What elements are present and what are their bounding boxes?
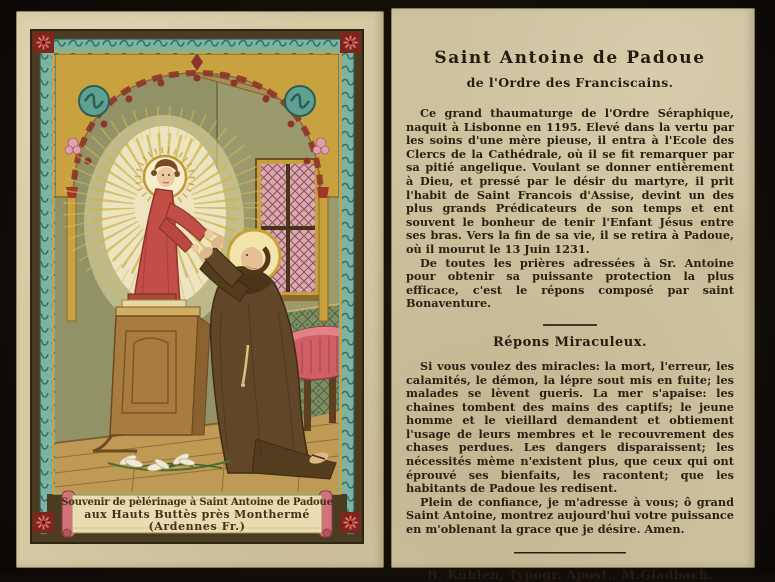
red-sconce-right	[317, 187, 329, 198]
section-divider	[543, 324, 597, 326]
printer-imprint: B. Kühlen, Typogr. Apost., M.Gladbach.	[426, 566, 714, 582]
repons-heading: Répons Miraculeux.	[492, 334, 648, 350]
card-subtitle: de l'Ordre des Franciscains.	[466, 75, 674, 90]
saint-anthony-illustration	[16, 11, 384, 568]
repons-paragraph-1: Si vous voulez des miracles: la mort, l'erreur, les calamités, le démon, la lépre sout mis en fuite; les malades se lèvent gueris. La mer s'apaise: les chaines tombent des mains des captifs; le jeune homme et le vieillard demandent et obtiement l'usage de leurs membres et le recouvrement des chases perdues. Les dangers disparaissent; les nécessités mème n'existent plus, que ceux qui ont éprouvé ses bienfaits, les racontent; que les habitants de Padoue les redisent.	[406, 358, 734, 496]
caption-line-3: (Ardennes Fr.)	[148, 519, 246, 533]
spandrel-medallion-right	[285, 86, 315, 116]
prayer-text-block	[391, 8, 755, 582]
repons-paragraph-2: Plein de confiance, je m'adresse à vous; ô grand Saint Antoine, montrez aujourd'hui votre puissance en m'oblenant la grace que je désire. Amen.	[406, 494, 734, 537]
biography-paragraph-1: Ce grand thaumaturge de l'Ordre Séraphique, naquit à Lisbonne en 1195. Elevé dans la vertu par les soins d'une mère pieuse, il entra à l'Ecole des Clercs de la Cathédrale, où il se fit remarquer par sa pitié angelique. Voulant se donner entièrement à Dieu, et pressé par le désir du martyre, il prit l'habit de Saint Francois d'Assise, devint un des plus grands Prédicateurs de son temps et ent souvent le bonheur de tenir l'Enfant Jésus entre ses bras. Vers la fin de sa vie, il se retira à Padoue, où il mourut le 13 Juin 1231.	[406, 106, 734, 256]
imprint-divider	[514, 552, 626, 554]
holy-card-front	[16, 11, 384, 568]
pilgrimage-caption	[61, 496, 333, 533]
caption-line-1: Souvenir de pèlérinage à Saint Antoine de Padoue	[61, 496, 333, 508]
holy-card-back	[391, 8, 755, 582]
interior-scene	[55, 53, 342, 492]
caption-line-2: aux Hauts Buttès près Monthermé	[84, 507, 310, 521]
biography-paragraph-2: De toutes les prières adressées à Sr. Antoine pour obtenir sa puissante protection la plus efficace, c'est le répons composé par saint Bonaventure.	[406, 255, 734, 311]
card-title: Saint Antoine de Padoue	[434, 48, 706, 68]
spandrel-medallion-left	[79, 86, 109, 116]
